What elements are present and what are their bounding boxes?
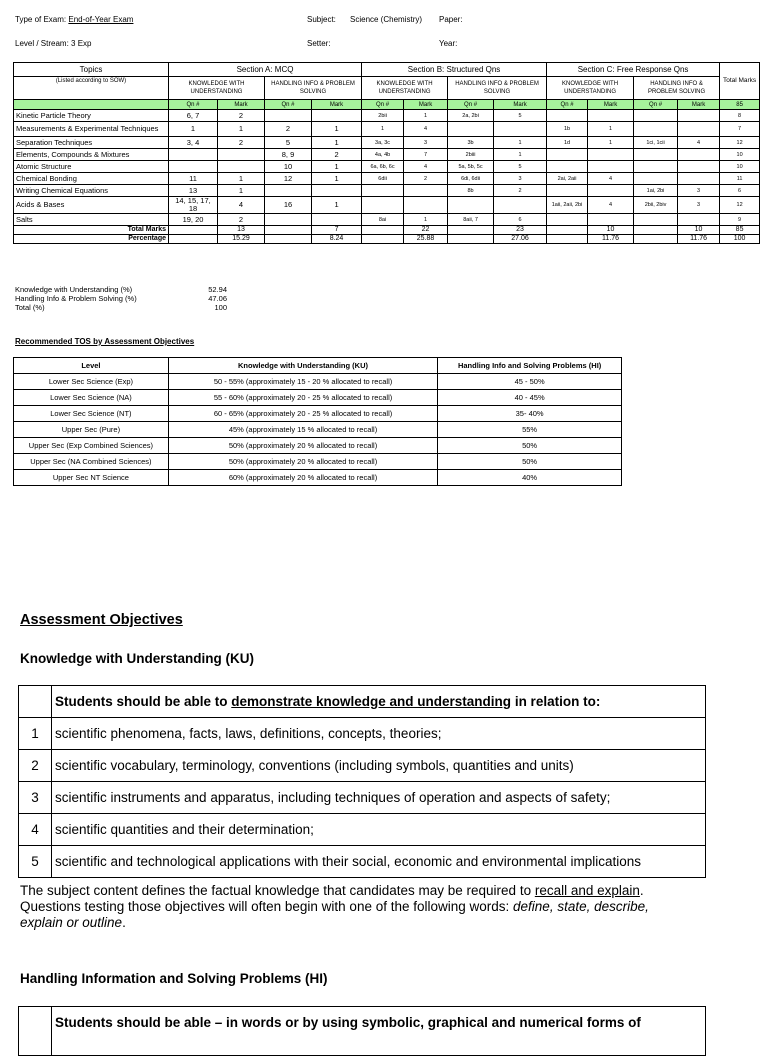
tos-cell: 2 — [218, 214, 265, 226]
tos-cell: 2 — [218, 137, 265, 149]
tos-cell: 6, 7 — [169, 110, 218, 122]
setter-label: Setter: — [307, 39, 331, 48]
ku-heading: Knowledge with Understanding (KU) — [20, 651, 254, 666]
mark-header: Mark — [588, 100, 634, 110]
tos-cell: 1 — [404, 110, 448, 122]
percentage-cell — [169, 235, 218, 244]
mark-header: Mark — [404, 100, 448, 110]
ku-table — [18, 685, 706, 878]
ku-item-number: 5 — [19, 846, 52, 878]
tos-cell — [265, 185, 312, 197]
tos-cell: 1ai, 2bi — [634, 185, 678, 197]
rec-hi-cell: 45 - 50% — [438, 374, 622, 390]
section-a-header: Section A: MCQ — [169, 63, 362, 77]
ku-item-number: 4 — [19, 814, 52, 846]
year-label: Year: — [439, 39, 458, 48]
tos-cell — [169, 161, 218, 173]
subject-label: Subject: — [307, 15, 336, 24]
percentage-cell: 25.88 — [404, 235, 448, 244]
exam-type-line — [15, 15, 133, 24]
rec-ku-cell: 45% (approximately 15 % allocated to recall) — [168, 422, 437, 438]
table-row — [14, 214, 760, 226]
tos-cell — [547, 149, 588, 161]
rec-hi-cell: 50% — [438, 454, 622, 470]
total-marks-cell — [547, 226, 588, 235]
rec-ku-cell: 55 - 60% (approximately 20 - 25 % allocated to recall) — [168, 390, 437, 406]
rec-hi-cell: 35- 40% — [438, 406, 622, 422]
para-1a: The subject content defines the factual knowledge that candidates may be required to — [20, 883, 535, 898]
tos-cell — [588, 161, 634, 173]
tos-cell — [634, 122, 678, 137]
tos-cell — [448, 122, 494, 137]
topic-cell: Measurements & Experimental Techniques — [14, 122, 169, 137]
tos-cell: 6 — [494, 214, 547, 226]
ku-item-number: 2 — [19, 750, 52, 782]
tos-cell: 3 — [678, 197, 720, 214]
topics-header: Topics — [14, 63, 169, 77]
tos-cell: 1 — [218, 185, 265, 197]
table-row — [14, 470, 622, 486]
total-marks-cell: 23 — [494, 226, 547, 235]
tos-cell — [634, 149, 678, 161]
tos-cell: 1ci, 1cii — [634, 137, 678, 149]
recommended-title: Recommended TOS by Assessment Objectives — [15, 337, 195, 346]
rec-level-cell: Lower Sec Science (NT) — [14, 406, 169, 422]
table-row — [14, 454, 622, 470]
qn-header: Qn # — [362, 100, 404, 110]
topics-note: (Listed according to SOW) — [14, 77, 169, 100]
rec-header-ku: Knowledge with Understanding (KU) — [168, 358, 437, 374]
tos-cell: 1 — [494, 149, 547, 161]
tos-cell: 1 — [218, 173, 265, 185]
mark-header: Mark — [678, 100, 720, 110]
topic-cell: Acids & Bases — [14, 197, 169, 214]
tos-cell: 8 — [720, 110, 760, 122]
summary-value: 100 — [214, 303, 227, 312]
tos-cell: 2ai, 2aii — [547, 173, 588, 185]
ku-item-number: 3 — [19, 782, 52, 814]
rec-header-hi: Handling Info and Solving Problems (HI) — [438, 358, 622, 374]
total-marks-cell — [634, 226, 678, 235]
tos-cell: 12 — [720, 197, 760, 214]
summary-ku — [15, 285, 227, 294]
tos-cell: 6a, 6b, 6c — [362, 161, 404, 173]
tos-cell: 1 — [312, 122, 362, 137]
ku-item-text: scientific vocabulary, terminology, conventions (including symbols, quantities and units) — [52, 750, 706, 782]
tos-cell — [588, 185, 634, 197]
percentage-cell — [448, 235, 494, 244]
ku-item-text: scientific quantities and their determination; — [52, 814, 706, 846]
rec-level-cell: Upper Sec (Pure) — [14, 422, 169, 438]
tos-cell: 2 — [218, 110, 265, 122]
rec-level-cell: Upper Sec (Exp Combined Sciences) — [14, 438, 169, 454]
tos-cell: 12 — [265, 173, 312, 185]
rec-hi-cell: 55% — [438, 422, 622, 438]
tos-cell: 8aii, 7 — [448, 214, 494, 226]
tos-cell: 1 — [312, 161, 362, 173]
tos-cell: 1 — [588, 122, 634, 137]
tos-cell: 4 — [404, 122, 448, 137]
tos-cell — [547, 110, 588, 122]
tos-cell: 2a, 2bi — [448, 110, 494, 122]
percentage-cell: 11.76 — [588, 235, 634, 244]
tos-cell: 16 — [265, 197, 312, 214]
table-row — [14, 185, 760, 197]
ku-intro — [52, 686, 706, 718]
qn-header: Qn # — [634, 100, 678, 110]
tos-cell: 12 — [720, 137, 760, 149]
section-a-ku-header: KNOWLEDGE WITH UNDERSTANDING — [169, 77, 265, 100]
summary-value: 47.06 — [208, 294, 227, 303]
tos-cell: 6 — [720, 185, 760, 197]
tos-cell — [634, 214, 678, 226]
list-item — [19, 718, 706, 750]
tos-cell: 3, 4 — [169, 137, 218, 149]
tos-cell: 1 — [494, 137, 547, 149]
tos-cell — [494, 122, 547, 137]
rec-ku-cell: 50 - 55% (approximately 15 - 20 % allocated to recall) — [168, 374, 437, 390]
tos-cell: 7 — [404, 149, 448, 161]
tos-cell: 11 — [169, 173, 218, 185]
tos-cell: 1 — [404, 214, 448, 226]
hi-table — [18, 1006, 706, 1056]
percentage-cell — [265, 235, 312, 244]
qn-header: Qn # — [448, 100, 494, 110]
tos-cell — [588, 214, 634, 226]
list-item — [19, 750, 706, 782]
section-c-header: Section C: Free Response Qns — [547, 63, 720, 77]
qn-header: Qn # — [265, 100, 312, 110]
tos-cell: 10 — [265, 161, 312, 173]
tos-cell: 3 — [404, 137, 448, 149]
table-row — [14, 161, 760, 173]
para-line-2 — [20, 899, 720, 915]
percentage-cell — [547, 235, 588, 244]
total-marks-cell: 13 — [218, 226, 265, 235]
topic-cell: Salts — [14, 214, 169, 226]
max-total: 85 — [720, 100, 760, 110]
table-row — [14, 197, 760, 214]
tos-cell: 8, 9 — [265, 149, 312, 161]
tos-cell: 8b — [448, 185, 494, 197]
table-row — [14, 110, 760, 122]
ku-item-text: scientific instruments and apparatus, including techniques of operation and aspects of safety; — [52, 782, 706, 814]
list-item — [19, 814, 706, 846]
section-b-header: Section B: Structured Qns — [362, 63, 547, 77]
tos-cell — [265, 110, 312, 122]
tos-cell — [362, 197, 404, 214]
section-b-ku-header: KNOWLEDGE WITH UNDERSTANDING — [362, 77, 448, 100]
total-marks-cell: 85 — [720, 226, 760, 235]
para-2: Questions testing those objectives will often begin with one of the following words: — [20, 899, 514, 914]
tos-cell — [448, 197, 494, 214]
total-marks-header: Total Marks — [720, 63, 760, 100]
tos-cell — [312, 214, 362, 226]
tos-cell: 13 — [169, 185, 218, 197]
tos-cell: 6dii — [362, 173, 404, 185]
tos-cell: 1 — [169, 122, 218, 137]
tos-cell — [678, 122, 720, 137]
tos-cell: 1 — [218, 122, 265, 137]
tos-cell: 1d — [547, 137, 588, 149]
rec-hi-cell: 40 - 45% — [438, 390, 622, 406]
tos-cell: 3a, 3c — [362, 137, 404, 149]
tos-cell — [404, 185, 448, 197]
rec-ku-cell: 50% (approximately 20 % allocated to recall) — [168, 454, 437, 470]
tos-cell — [678, 149, 720, 161]
total-marks-cell: 7 — [312, 226, 362, 235]
table-row — [14, 374, 622, 390]
tos-cell: 3b — [448, 137, 494, 149]
tos-cell: 7 — [720, 122, 760, 137]
percentage-cell: 100 — [720, 235, 760, 244]
qn-header: Qn # — [547, 100, 588, 110]
summary-value: 52.94 — [208, 285, 227, 294]
ku-intro-pre: Students should be able to — [55, 694, 232, 709]
tos-cell: 10 — [720, 149, 760, 161]
subject-value: Science (Chemistry) — [350, 15, 423, 24]
tos-cell — [678, 173, 720, 185]
tos-cell: 4 — [404, 161, 448, 173]
table-row — [14, 173, 760, 185]
tos-cell: 10 — [720, 161, 760, 173]
tos-cell — [678, 214, 720, 226]
objectives-title: Assessment Objectives — [20, 612, 183, 628]
ku-intro-underlined: demonstrate knowledge and understanding — [231, 694, 512, 709]
tos-cell: 5 — [494, 110, 547, 122]
total-marks-cell: 10 — [678, 226, 720, 235]
percentage-cell: 8.24 — [312, 235, 362, 244]
tos-cell — [588, 110, 634, 122]
tos-cell: 4 — [588, 173, 634, 185]
topic-cell: Atomic Structure — [14, 161, 169, 173]
table-row — [14, 406, 622, 422]
tos-cell: 4 — [588, 197, 634, 214]
tos-cell: 2 — [265, 122, 312, 137]
table-row — [14, 438, 622, 454]
tos-cell — [547, 161, 588, 173]
tos-cell — [634, 173, 678, 185]
tos-cell: 5 — [494, 161, 547, 173]
tos-cell: 2 — [312, 149, 362, 161]
tos-cell — [312, 110, 362, 122]
tos-cell: 9 — [720, 214, 760, 226]
total-marks-label: Total Marks — [14, 226, 169, 235]
rec-hi-cell: 50% — [438, 438, 622, 454]
ku-item-text: scientific and technological applications with their social, economic and environmental implications — [52, 846, 706, 878]
table-row — [14, 122, 760, 137]
percentage-row — [14, 235, 760, 244]
list-item — [19, 846, 706, 878]
table-row — [14, 149, 760, 161]
rec-level-cell: Upper Sec (NA Combined Sciences) — [14, 454, 169, 470]
tos-cell: 2 — [404, 173, 448, 185]
tos-cell: 2 — [494, 185, 547, 197]
total-marks-cell: 10 — [588, 226, 634, 235]
section-a-hi-header: HANDLING INFO & PROBLEM SOLVING — [265, 77, 362, 100]
section-c-hi-header: HANDLING INFO & PROBLEM SOLVING — [634, 77, 720, 100]
tos-cell: 4 — [218, 197, 265, 214]
tos-cell — [265, 214, 312, 226]
tos-cell: 1b — [547, 122, 588, 137]
tos-cell — [218, 161, 265, 173]
summary-hi — [15, 294, 227, 303]
list-item — [19, 782, 706, 814]
rec-level-cell: Lower Sec Science (NA) — [14, 390, 169, 406]
exam-type-label: Type of Exam: — [15, 15, 67, 24]
tos-cell: 4a, 4b — [362, 149, 404, 161]
total-marks-cell — [265, 226, 312, 235]
tos-cell — [634, 110, 678, 122]
ku-item-number: 1 — [19, 718, 52, 750]
rec-ku-cell: 60 - 65% (approximately 20 - 25 % allocated to recall) — [168, 406, 437, 422]
para-line-3 — [20, 915, 720, 931]
hi-blank-cell — [19, 1007, 52, 1056]
level-stream: Level / Stream: 3 Exp — [15, 39, 92, 48]
section-c-ku-header: KNOWLEDGE WITH UNDERSTANDING — [547, 77, 634, 100]
qn-header: Qn # — [169, 100, 218, 110]
tos-cell — [169, 149, 218, 161]
percentage-cell: 15.29 — [218, 235, 265, 244]
para-3b: . — [122, 915, 126, 930]
mark-header: Mark — [218, 100, 265, 110]
tos-cell: 1 — [588, 137, 634, 149]
tos-cell: 8ai — [362, 214, 404, 226]
ku-blank-cell — [19, 686, 52, 718]
tos-cell: 19, 20 — [169, 214, 218, 226]
tos-cell: 2bii — [362, 110, 404, 122]
percentage-cell: 27.06 — [494, 235, 547, 244]
total-marks-cell — [169, 226, 218, 235]
exam-type-value: End-of-Year Exam — [68, 15, 134, 24]
percentage-cell — [362, 235, 404, 244]
topic-cell: Kinetic Particle Theory — [14, 110, 169, 122]
tos-cell — [547, 185, 588, 197]
tos-cell: 3 — [678, 185, 720, 197]
tos-cell — [404, 197, 448, 214]
total-marks-cell — [448, 226, 494, 235]
tos-cell: 6di, 6dii — [448, 173, 494, 185]
recommended-table — [13, 357, 622, 486]
mark-header: Mark — [312, 100, 362, 110]
section-b-hi-header: HANDLING INFO & PROBLEM SOLVING — [448, 77, 547, 100]
total-marks-row — [14, 226, 760, 235]
tos-cell: 1aii, 2aii, 2bi — [547, 197, 588, 214]
total-marks-cell — [362, 226, 404, 235]
tos-cell: 3 — [494, 173, 547, 185]
para-3-italic: explain or outline — [20, 915, 123, 930]
summary-label: Knowledge with Understanding (%) — [15, 285, 133, 294]
table-row — [14, 422, 622, 438]
rec-hi-cell: 40% — [438, 470, 622, 486]
table-row — [14, 390, 622, 406]
tos-cell: 1 — [312, 173, 362, 185]
hi-heading: Handling Information and Solving Problems (HI) — [20, 971, 328, 986]
ku-item-text: scientific phenomena, facts, laws, definitions, concepts, theories; — [52, 718, 706, 750]
para-1u: recall and explain — [534, 883, 640, 898]
tos-table — [13, 62, 760, 244]
para-2-italic: define, state, describe, — [513, 899, 649, 914]
total-marks-cell: 22 — [404, 226, 448, 235]
rec-level-cell: Upper Sec NT Science — [14, 470, 169, 486]
topic-cell: Elements, Compounds & Mixtures — [14, 149, 169, 161]
tos-cell — [678, 161, 720, 173]
tos-cell: 1 — [312, 197, 362, 214]
para-1b: . — [639, 883, 644, 898]
tos-cell — [547, 214, 588, 226]
summary-label: Total (%) — [15, 303, 45, 312]
tos-cell: 5 — [265, 137, 312, 149]
summary-label: Handling Info & Problem Solving (%) — [15, 294, 137, 303]
qn-row-blank — [14, 100, 169, 110]
percentage-cell — [634, 235, 678, 244]
summary-block — [15, 285, 227, 312]
hi-intro: Students should be able – in words or by using symbolic, graphical and numerical forms of — [52, 1007, 706, 1056]
tos-cell: 4 — [678, 137, 720, 149]
tos-cell — [494, 197, 547, 214]
rec-ku-cell: 60% (approximately 20 % allocated to recall) — [168, 470, 437, 486]
ku-paragraph — [20, 883, 720, 931]
rec-level-cell: Lower Sec Science (Exp) — [14, 374, 169, 390]
tos-cell — [312, 185, 362, 197]
para-line-1 — [20, 883, 720, 899]
rec-header-level: Level — [14, 358, 169, 374]
tos-cell: 2bii, 2biv — [634, 197, 678, 214]
tos-cell — [218, 149, 265, 161]
topic-cell: Chemical Bonding — [14, 173, 169, 185]
ku-intro-post: in relation to: — [511, 694, 601, 709]
tos-cell: 5a, 5b, 5c — [448, 161, 494, 173]
tos-cell — [362, 185, 404, 197]
rec-ku-cell: 50% (approximately 20 % allocated to recall) — [168, 438, 437, 454]
tos-cell — [588, 149, 634, 161]
tos-cell — [678, 110, 720, 122]
mark-header: Mark — [494, 100, 547, 110]
percentage-cell: 11.76 — [678, 235, 720, 244]
tos-cell: 1 — [312, 137, 362, 149]
tos-cell — [634, 161, 678, 173]
paper-label: Paper: — [439, 15, 463, 24]
percentage-label: Percentage — [14, 235, 169, 244]
tos-cell: 1 — [362, 122, 404, 137]
summary-total — [15, 303, 227, 312]
tos-cell: 2biii — [448, 149, 494, 161]
tos-cell: 14, 15, 17, 18 — [169, 197, 218, 214]
topic-cell: Separation Techniques — [14, 137, 169, 149]
tos-cell: 11 — [720, 173, 760, 185]
topic-cell: Writing Chemical Equations — [14, 185, 169, 197]
table-row — [14, 137, 760, 149]
